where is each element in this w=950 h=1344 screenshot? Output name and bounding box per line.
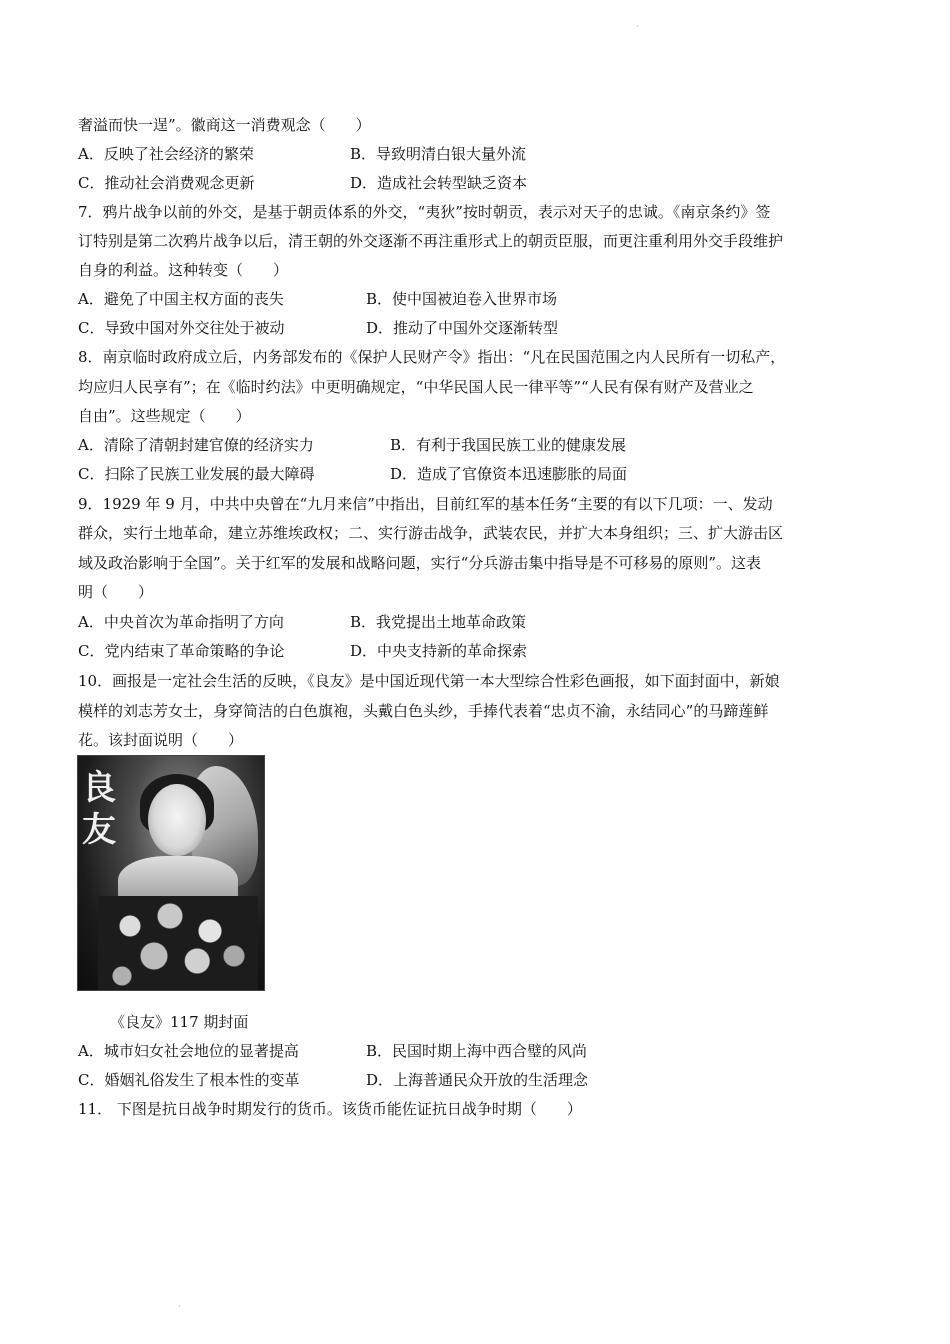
q8-stem-line-3: 自由”。这些规定（ ） [78, 407, 251, 425]
q7-option-a: A．避免了中国主权方面的丧失 [78, 290, 284, 308]
q7-stem-line-1: 7．鸦片战争以前的外交，是基于朝贡体系的外交，“夷狄”按时朝贡，表示对天子的忠诚。《南京条约》签 [78, 203, 771, 221]
q8-stem-line-2: 均应归人民享有”；在《临时约法》中更明确规定，“中华民国人民一律平等”“人民有保有财产及营业之 [78, 378, 754, 396]
q10-option-c: C．婚姻礼俗发生了根本性的变革 [78, 1071, 300, 1089]
q6-option-a: A．反映了社会经济的繁荣 [78, 145, 254, 163]
q9-stem-line-2: 群众，实行土地革命，建立苏维埃政权；二、实行游击战争，武装农民，并扩大本身组织；三、扩大游击区 [78, 524, 784, 542]
q6-option-d: D．造成社会转型缺乏资本 [350, 174, 528, 192]
q9-stem-line-1: 9．1929 年 9 月，中共中央曾在“九月来信”中指出，目前红军的基本任务“主要的有以下几项：一、发动 [78, 495, 773, 513]
q8-option-d: D．造成了官僚资本迅速膨胀的局面 [390, 465, 628, 483]
q9-option-b: B．我党提出土地革命政策 [350, 613, 527, 631]
page-speck: · [636, 22, 639, 31]
q8-option-a: A．清除了清朝封建官僚的经济实力 [78, 436, 314, 454]
q7-option-d: D．推动了中国外交逐渐转型 [366, 319, 559, 337]
q10-stem-line-1: 10．画报是一定社会生活的反映，《良友》是中国近现代第一本大型综合性彩色画报，如下面封面中，新娘 [78, 672, 780, 690]
q10-option-a: A．城市妇女社会地位的显著提高 [78, 1042, 299, 1060]
calla-lily-bouquet [98, 896, 258, 991]
q7-option-b: B．使中国被迫卷入世界市场 [366, 290, 558, 308]
q6-option-c: C．推动社会消费观念更新 [78, 174, 255, 192]
q8-stem-line-1: 8．南京临时政府成立后，内务部发布的《保护人民财产令》指出：“凡在民国范围之内人民所有一切私产， [78, 348, 786, 366]
q6-stem-end: 奢溢而快一逞”。徽商这一消费观念（ ） [78, 116, 371, 134]
page-speck-bottom: · [178, 1302, 181, 1311]
q7-stem-line-2: 订特别是第二次鸦片战争以后，清王朝的外交逐渐不再注重形式上的朝贡臣服，而更注重利用外交手段维护 [78, 232, 784, 250]
q9-option-a: A．中央首次为革命指明了方向 [78, 613, 284, 631]
q10-option-b: B．民国时期上海中西合璧的风尚 [366, 1042, 588, 1060]
q8-option-b: B．有利于我国民族工业的健康发展 [390, 436, 627, 454]
q9-stem-line-3: 域及政治影响于全国”。关于红军的发展和战略问题，实行“分兵游击集中指导是不可移易的原则”。这表 [78, 554, 762, 572]
q9-stem-line-4: 明（ ） [78, 583, 154, 601]
figure-caption: 《良友》117 期封面 [110, 1013, 249, 1031]
magazine-cover-image [77, 755, 265, 991]
q8-option-c: C．扫除了民族工业发展的最大障碍 [78, 465, 315, 483]
q10-option-d: D．上海普通民众开放的生活理念 [366, 1071, 589, 1089]
q10-stem-line-2: 模样的刘志芳女士，身穿简洁的白色旗袍，头戴白色头纱，手捧代表着“忠贞不渝，永结同心”的马蹄莲鲜 [78, 702, 769, 720]
cover-title-char-2: 友 [82, 810, 116, 850]
q9-option-c: C．党内结束了革命策略的争论 [78, 642, 285, 660]
q7-option-c: C．导致中国对外交往处于被动 [78, 319, 285, 337]
cover-portrait-face [148, 784, 206, 856]
q10-stem-line-3: 花。该封面说明（ ） [78, 731, 244, 749]
cover-title-char-1: 良 [82, 768, 116, 808]
q7-stem-line-3: 自身的利益。这种转变（ ） [78, 261, 289, 279]
q6-option-b: B．导致明清白银大量外流 [350, 145, 527, 163]
q9-option-d: D．中央支持新的革命探索 [350, 642, 528, 660]
q11-stem: 11． 下图是抗日战争时期发行的货币。该货币能佐证抗日战争时期（ ） [78, 1100, 582, 1118]
